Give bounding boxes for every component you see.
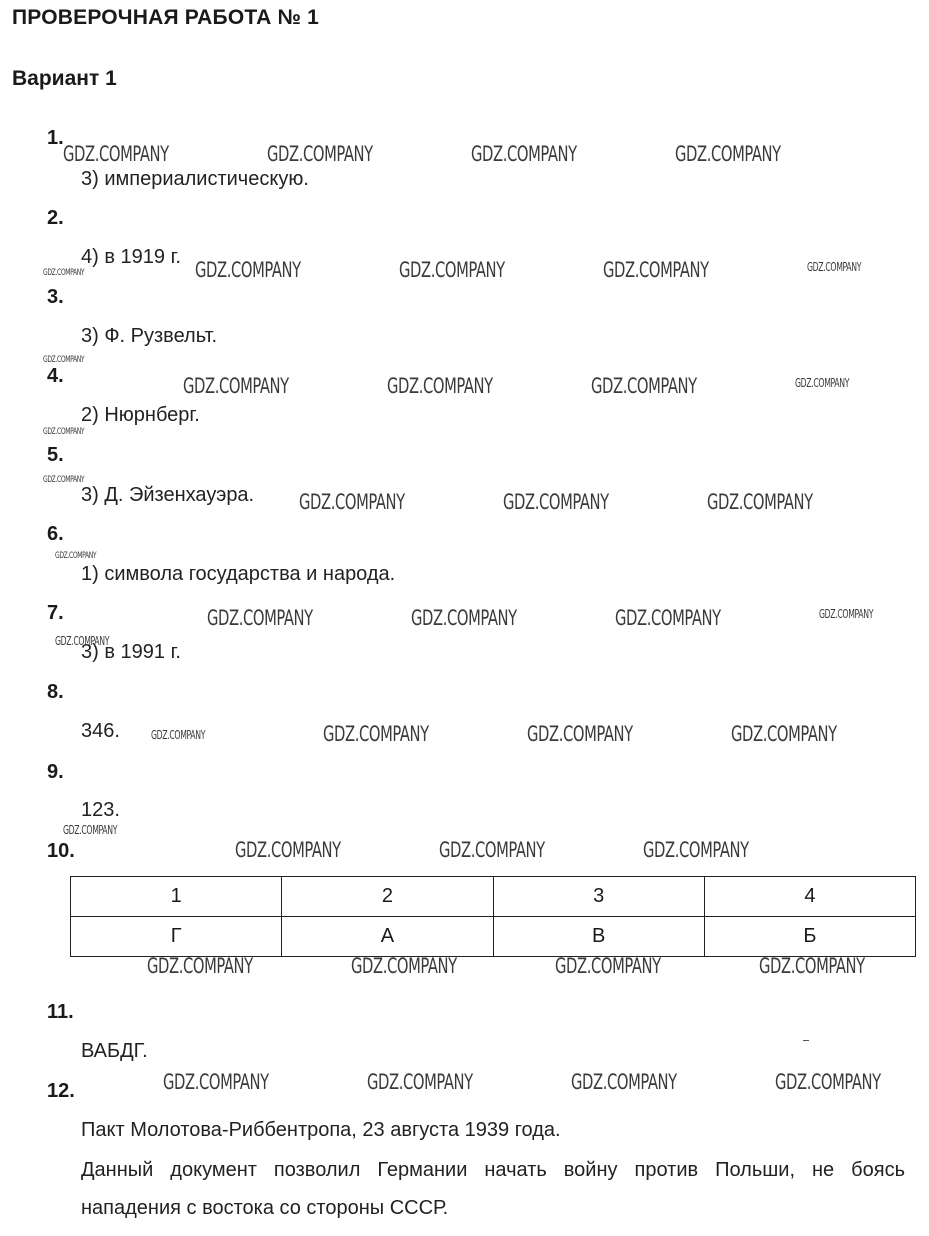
watermark: GDZ.COMPANY	[63, 142, 169, 166]
question-number: 9.	[47, 761, 64, 783]
question-answer: 3) в 1991 г.	[81, 641, 181, 663]
variant-heading: Вариант 1	[12, 67, 117, 90]
watermark: GDZ.COMPANY	[807, 260, 862, 274]
watermark: GDZ.COMPANY	[195, 258, 301, 282]
watermark: GDZ.COMPANY	[43, 427, 85, 437]
watermark: GDZ.COMPANY	[55, 634, 110, 648]
watermark: GDZ.COMPANY	[795, 376, 850, 390]
question-answer: ВАБДГ.	[81, 1040, 148, 1062]
watermark: GDZ.COMPANY	[43, 475, 85, 485]
watermark: GDZ.COMPANY	[323, 722, 429, 746]
answer-table	[70, 876, 916, 957]
watermark: GDZ.COMPANY	[399, 258, 505, 282]
watermark: GDZ.COMPANY	[43, 355, 85, 365]
table-header-cell: 4	[704, 877, 915, 917]
question-answer: Пакт Молотова-Риббентропа, 23 августа 1939 года.	[81, 1119, 561, 1141]
question-number: 7.	[47, 602, 64, 624]
watermark: GDZ.COMPANY	[643, 838, 749, 862]
watermark: GDZ.COMPANY	[503, 490, 609, 514]
watermark: GDZ.COMPANY	[555, 954, 661, 978]
watermark: GDZ.COMPANY	[63, 823, 118, 837]
question-answer: 2) Нюрнберг.	[81, 404, 200, 426]
watermark: GDZ.COMPANY	[591, 374, 697, 398]
watermark: GDZ.COMPANY	[151, 728, 206, 742]
watermark: GDZ.COMPANY	[351, 954, 457, 978]
watermark: GDZ.COMPANY	[439, 838, 545, 862]
table-cell: А	[282, 917, 493, 957]
watermark: GDZ.COMPANY	[235, 838, 341, 862]
watermark: GDZ.COMPANY	[819, 607, 874, 621]
watermark: GDZ.COMPANY	[527, 722, 633, 746]
question-answer: 123.	[81, 799, 120, 821]
watermark: GDZ.COMPANY	[267, 142, 373, 166]
table-cell: Б	[704, 917, 915, 957]
watermark: GDZ.COMPANY	[43, 268, 85, 278]
table-header-row	[71, 877, 916, 917]
watermark: GDZ.COMPANY	[183, 374, 289, 398]
watermark: GDZ.COMPANY	[603, 258, 709, 282]
watermark: GDZ.COMPANY	[471, 142, 577, 166]
watermark: GDZ.COMPANY	[571, 1070, 677, 1094]
question-answer: 346.	[81, 720, 120, 742]
watermark: GDZ.COMPANY	[147, 954, 253, 978]
question-number: 10.	[47, 840, 75, 862]
question-number: 12.	[47, 1080, 75, 1102]
table-header-cell: 1	[71, 877, 282, 917]
watermark: GDZ.COMPANY	[367, 1070, 473, 1094]
question-number: 4.	[47, 365, 64, 387]
watermark: GDZ.COMPANY	[387, 374, 493, 398]
question-number: 2.	[47, 207, 64, 229]
question-number: 6.	[47, 523, 64, 545]
question-answer: 3) Ф. Рузвельт.	[81, 325, 218, 347]
table-row	[71, 917, 916, 957]
question-number: 11.	[47, 1001, 74, 1023]
question-answer: 3) империалистическую.	[81, 168, 309, 190]
watermark: GDZ.COMPANY	[731, 722, 837, 746]
table-header-cell: 2	[282, 877, 493, 917]
table-cell: Г	[71, 917, 282, 957]
watermark: GDZ.COMPANY	[163, 1070, 269, 1094]
watermark: GDZ.COMPANY	[411, 606, 517, 630]
question-answer: 1) символа государства и народа.	[81, 563, 396, 585]
question-answer: 3) Д. Эйзенхауэра.	[81, 484, 255, 506]
table-cell: В	[493, 917, 704, 957]
watermark: GDZ.COMPANY	[615, 606, 721, 630]
explanation-paragraph: Данный документ позволил Германии начать войну против Польши, не боясь нападения с востока со стороны СССР.	[81, 1159, 905, 1219]
watermark: GDZ.COMPANY	[775, 1070, 881, 1094]
page-title: ПРОВЕРОЧНАЯ РАБОТА № 1	[12, 6, 319, 29]
question-answer: 4) в 1919 г.	[81, 246, 181, 268]
watermark: GDZ.COMPANY	[675, 142, 781, 166]
watermark: GDZ.COMPANY	[55, 551, 97, 561]
stray-mark	[803, 1040, 809, 1041]
table-header-cell: 3	[493, 877, 704, 917]
question-number: 1.	[47, 127, 64, 149]
watermark: GDZ.COMPANY	[707, 490, 813, 514]
watermark: GDZ.COMPANY	[759, 954, 865, 978]
question-number: 5.	[47, 444, 64, 466]
watermark: GDZ.COMPANY	[299, 490, 405, 514]
question-number: 3.	[47, 286, 64, 308]
question-number: 8.	[47, 681, 64, 703]
watermark: GDZ.COMPANY	[207, 606, 313, 630]
